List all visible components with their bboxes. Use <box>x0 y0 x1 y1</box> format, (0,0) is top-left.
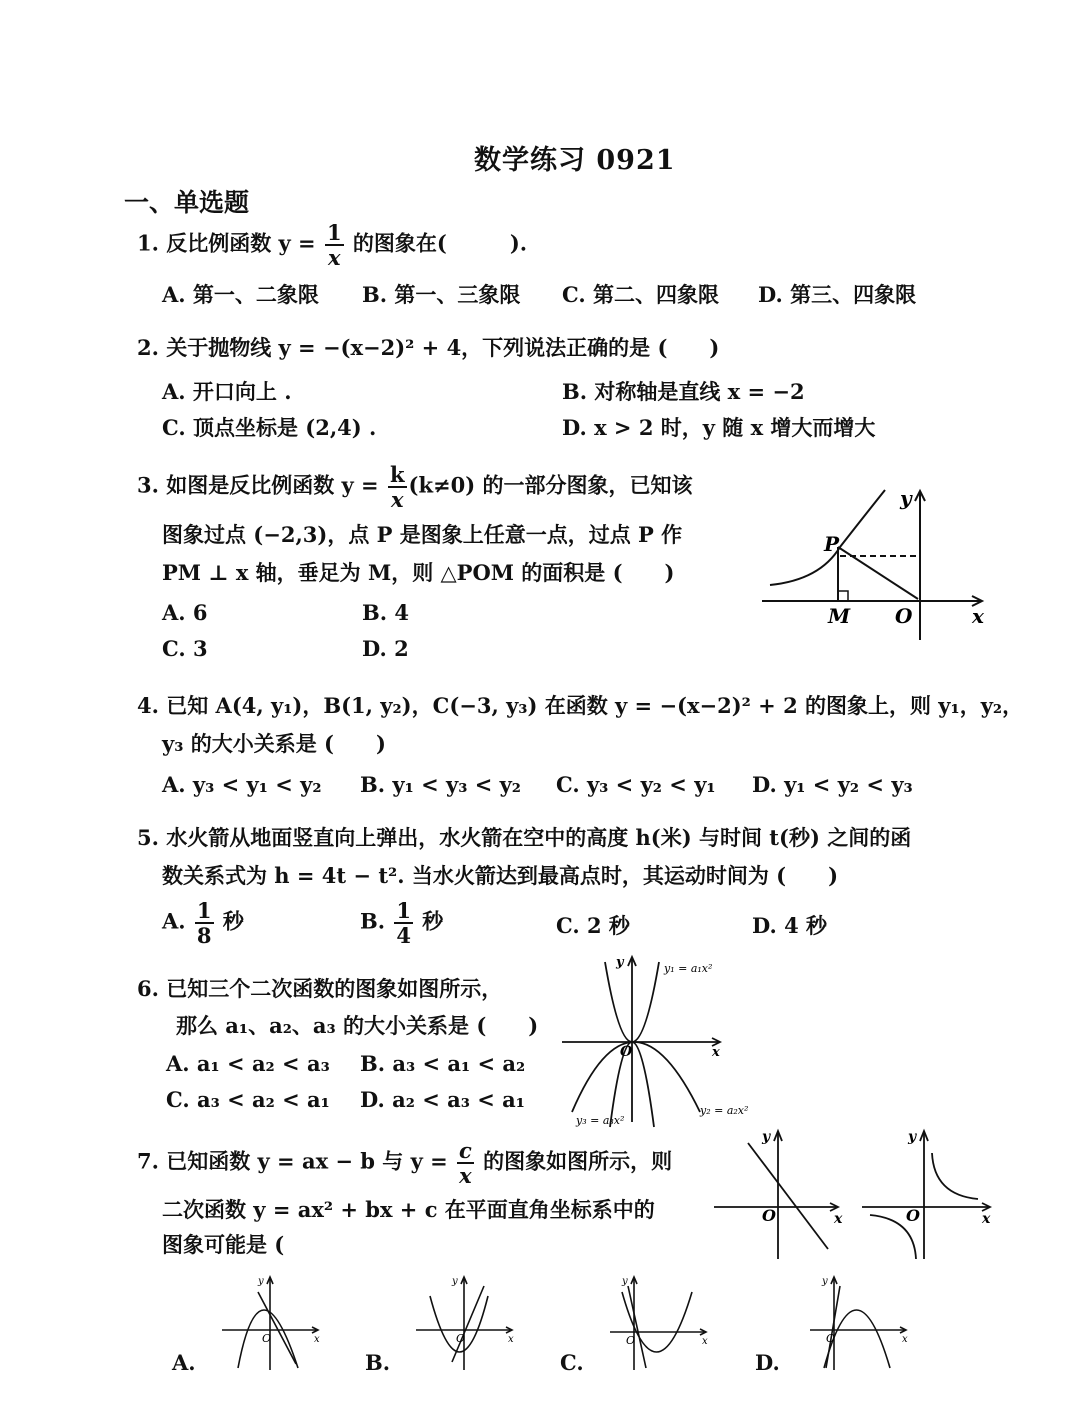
label-x: x <box>902 1334 908 1345</box>
label-x: x <box>314 1334 320 1345</box>
fraction: $\frac{1}{8}$ <box>196 898 212 948</box>
label-x: x <box>712 1045 720 1060</box>
question-5-line-2: 数关系式为 h = 4t − t². 当水火箭达到最高点时，其运动时间为 ( ) <box>162 863 839 888</box>
option-1d[interactable]: D. 第三、四象限 <box>758 282 917 307</box>
option-6b[interactable]: B. a₃ < a₁ < a₂ <box>360 1051 526 1076</box>
label-x: x <box>702 1336 708 1347</box>
question-7-line-3: 图象可能是 ( <box>162 1232 285 1257</box>
line-y-ax-b <box>748 1143 828 1249</box>
option-3c[interactable]: C. 3 <box>162 636 208 661</box>
line <box>258 1292 296 1364</box>
choice-7b-graph[interactable] <box>412 1272 522 1372</box>
question-3-line-2: 图象过点 (−2,3)，点 P 是图象上任意一点，过点 P 作 <box>162 522 683 547</box>
label-y3: y₃ = a₃x² <box>576 1114 625 1127</box>
line <box>628 1286 646 1368</box>
label-o: O <box>762 1206 776 1225</box>
question-7-line-2: 二次函数 y = ax² + bx + c 在平面直角坐标系中的 <box>162 1197 655 1222</box>
q3-hyperbola-figure <box>760 485 1000 645</box>
label-y2: y₂ = a₂x² <box>700 1104 749 1117</box>
option-5c[interactable]: C. 2 秒 <box>556 913 630 938</box>
option-2d[interactable]: D. x > 2 时，y 随 x 增大而增大 <box>562 415 876 440</box>
question-4-line-2: y₃ 的大小关系是 ( ) <box>162 731 386 756</box>
choice-7d-graph[interactable] <box>806 1272 916 1372</box>
q7-line-figure <box>710 1125 850 1265</box>
choice-7c-label[interactable]: C. <box>560 1350 584 1375</box>
question-1-stem: 1. 反比例函数 y = $\frac{1}{x}$ 的图象在( ). <box>137 220 528 270</box>
label-y: y <box>822 1276 828 1287</box>
question-3-line-1: 3. 如图是反比例函数 y = $\frac{k}{x}$ (k≠0) 的一部分图象，已知该 <box>137 462 693 512</box>
option-5b[interactable]: B. $\frac{1}{4}$ 秒 <box>360 898 444 948</box>
option-6d[interactable]: D. a₂ < a₃ < a₁ <box>360 1087 525 1112</box>
option-6a[interactable]: A. a₁ < a₂ < a₃ <box>166 1051 330 1076</box>
option-1b[interactable]: B. 第一、三象限 <box>362 282 521 307</box>
label-y: y <box>616 955 624 970</box>
option-4c[interactable]: C. y₃ < y₂ < y₁ <box>556 772 716 797</box>
label-p: P <box>824 532 840 556</box>
hyperbola-branch-1 <box>932 1153 978 1199</box>
parabola-3-downward-wide <box>572 1042 700 1112</box>
question-5-line-1: 5. 水火箭从地面竖直向上弹出，水火箭在空中的高度 h(米) 与时间 t(秒) 之间的函 <box>137 825 912 850</box>
question-3-line-3: PM ⊥ x 轴，垂足为 M，则 △POM 的面积是 ( ) <box>162 560 675 585</box>
label-x: x <box>508 1334 514 1345</box>
label-y: y <box>908 1129 917 1145</box>
label-o: O <box>620 1044 633 1060</box>
choice-7d-label[interactable]: D. <box>755 1350 780 1375</box>
question-2-stem: 2. 关于抛物线 y = −(x−2)² + 4，下列说法正确的是 ( ) <box>137 335 720 360</box>
q6-parabolas-figure <box>560 952 770 1130</box>
label-y1: y₁ = a₁x² <box>664 962 713 975</box>
label-y: y <box>622 1276 628 1287</box>
label-y: y <box>900 486 912 510</box>
option-3d[interactable]: D. 2 <box>362 636 409 661</box>
label-y: y <box>258 1276 264 1287</box>
choice-7a-label[interactable]: A. <box>172 1350 196 1375</box>
q7-hyperbola-figure <box>858 1125 998 1265</box>
label-m: M <box>828 604 851 628</box>
option-3b[interactable]: B. 4 <box>362 600 409 625</box>
fraction: $\frac{k}{x}$ <box>389 462 405 512</box>
label-y: y <box>452 1276 458 1287</box>
segment-po <box>838 547 918 599</box>
option-1a[interactable]: A. 第一、二象限 <box>162 282 319 307</box>
choice-7c-graph[interactable] <box>606 1272 716 1372</box>
option-4a[interactable]: A. y₃ < y₁ < y₂ <box>162 772 322 797</box>
question-4-line-1: 4. 已知 A(4, y₁)，B(1, y₂)，C(−3, y₃) 在函数 y = −(x−2)² + 2 的图象上，则 y₁，y₂， <box>137 693 1024 718</box>
section-heading: 一、单选题 <box>124 188 250 217</box>
option-3a[interactable]: A. 6 <box>162 600 208 625</box>
option-1c[interactable]: C. 第二、四象限 <box>562 282 719 307</box>
option-2b[interactable]: B. 对称轴是直线 x = −2 <box>562 379 805 404</box>
question-7-line-1: 7. 已知函数 y = ax − b 与 y = $\frac{c}{x}$ 的图象如图所示，则 <box>137 1138 673 1188</box>
question-6-line-1: 6. 已知三个二次函数的图象如图所示， <box>137 976 503 1001</box>
label-o: O <box>262 1332 272 1345</box>
option-5a[interactable]: A. $\frac{1}{8}$ 秒 <box>162 898 244 948</box>
fraction: $\frac{c}{x}$ <box>459 1138 472 1188</box>
question-6-line-2: 那么 a₁、a₂、a₃ 的大小关系是 ( ) <box>176 1013 539 1038</box>
option-2c[interactable]: C. 顶点坐标是 (2,4) . <box>162 415 377 440</box>
label-x: x <box>834 1211 843 1227</box>
choice-7b-label[interactable]: B. <box>365 1350 391 1375</box>
option-2a[interactable]: A. 开口向上 . <box>162 379 292 404</box>
label-o: O <box>626 1334 636 1347</box>
label-o: O <box>906 1206 920 1225</box>
option-4b[interactable]: B. y₁ < y₃ < y₂ <box>360 772 522 797</box>
fraction: $\frac{1}{x}$ <box>326 220 342 270</box>
fraction: $\frac{1}{4}$ <box>396 898 411 948</box>
line <box>826 1286 840 1368</box>
option-5d[interactable]: D. 4 秒 <box>752 913 828 938</box>
option-6c[interactable]: C. a₃ < a₂ < a₁ <box>166 1087 330 1112</box>
label-o: O <box>456 1332 466 1345</box>
choice-7a-graph[interactable] <box>218 1272 328 1372</box>
label-o: O <box>895 604 913 628</box>
option-4d[interactable]: D. y₁ < y₂ < y₃ <box>752 772 913 797</box>
right-angle-mark <box>838 591 848 601</box>
page-title: 数学练习 0921 <box>474 145 676 176</box>
label-x: x <box>982 1211 991 1227</box>
label-y: y <box>762 1129 771 1145</box>
label-x: x <box>972 604 984 628</box>
label-o: O <box>826 1332 836 1345</box>
